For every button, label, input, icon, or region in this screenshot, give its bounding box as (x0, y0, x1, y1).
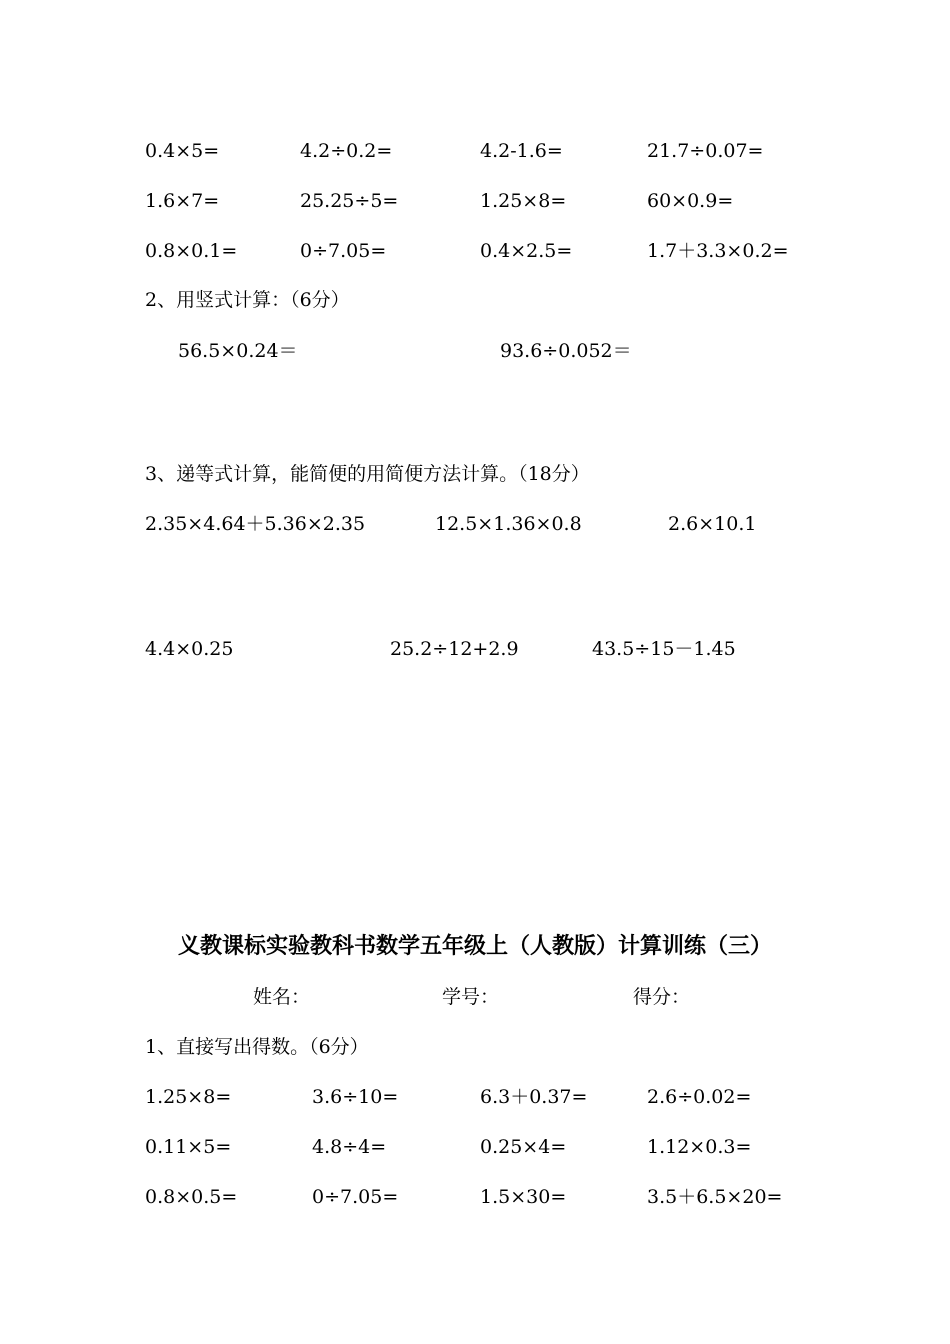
problem: 1.25×8= (145, 1086, 232, 1108)
problem: 1.12×0.3= (647, 1136, 752, 1158)
problem: 21.7÷0.07= (647, 140, 764, 162)
section-heading: 1、直接写出得数。（6分） (145, 1036, 369, 1058)
problem: 1.5×30= (480, 1186, 567, 1208)
problem: 0.8×0.5= (145, 1186, 238, 1208)
problem: 25.2÷12+2.9 (390, 638, 519, 660)
worksheet-title: 义教课标实验教科书数学五年级上（人教版）计算训练（三） (177, 934, 772, 959)
problem: 3.5＋6.5×20= (647, 1186, 783, 1208)
problem: 4.2-1.6= (480, 140, 563, 162)
problem: 1.7＋3.3×0.2= (647, 240, 789, 262)
problem: 25.25÷5= (300, 190, 399, 212)
problem: 4.8÷4= (312, 1136, 387, 1158)
problem: 0÷7.05= (312, 1186, 399, 1208)
problem: 4.2÷0.2= (300, 140, 393, 162)
problem: 4.4×0.25 (145, 638, 234, 660)
problem: 43.5÷15－1.45 (592, 638, 736, 660)
problem: 1.6×7= (145, 190, 220, 212)
problem: 2.35×4.64＋5.36×2.35 (145, 513, 366, 535)
problem: 0.4×2.5= (480, 240, 573, 262)
problem: 2.6×10.1 (668, 513, 757, 535)
problem: 6.3＋0.37= (480, 1086, 588, 1108)
problem: 1.25×8= (480, 190, 567, 212)
problem: 93.6÷0.052＝ (500, 340, 632, 362)
problem: 0÷7.05= (300, 240, 387, 262)
name-field-label: 姓名： (253, 986, 311, 1008)
problem: 60×0.9= (647, 190, 734, 212)
student-id-field-label: 学号： (442, 986, 500, 1008)
problem: 56.5×0.24＝ (178, 340, 298, 362)
problem: 0.11×5= (145, 1136, 232, 1158)
section-heading: 2、用竖式计算：（6分） (145, 289, 350, 311)
score-field-label: 得分： (633, 986, 691, 1008)
problem: 2.6÷0.02= (647, 1086, 752, 1108)
section-heading: 3、递等式计算，能简便的用简便方法计算。（18分） (145, 463, 590, 485)
problem: 0.25×4= (480, 1136, 567, 1158)
problem: 3.6÷10= (312, 1086, 399, 1108)
problem: 0.4×5= (145, 140, 220, 162)
problem: 0.8×0.1= (145, 240, 238, 262)
problem: 12.5×1.36×0.8 (435, 513, 582, 535)
